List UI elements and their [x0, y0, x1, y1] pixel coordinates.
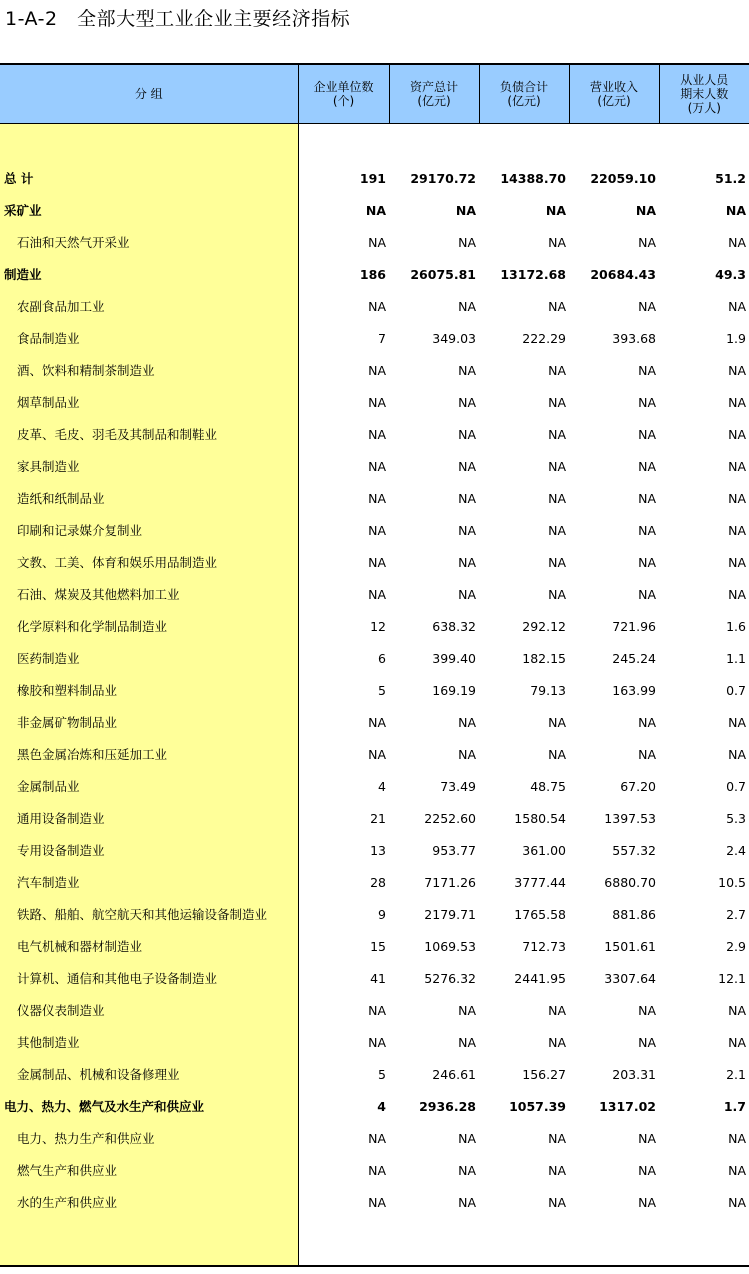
table-row	[0, 898, 749, 930]
spacer-cell	[0, 124, 298, 163]
cell-value: NA	[728, 490, 746, 506]
cell-value: 4	[377, 1098, 386, 1114]
table-row	[0, 962, 749, 994]
cell-value: NA	[728, 1034, 746, 1050]
cell-value: NA	[548, 298, 566, 314]
cell-value: NA	[545, 202, 566, 218]
row-label: 农副食品加工业	[0, 290, 298, 322]
cell-value: 399.40	[432, 650, 476, 666]
cell-value: NA	[548, 394, 566, 410]
cell-value: 222.29	[522, 330, 566, 346]
cell-value: NA	[368, 586, 386, 602]
cell-value: 1057.39	[509, 1098, 566, 1114]
cell-value: 67.20	[620, 778, 656, 794]
cell-value: 5276.32	[424, 970, 476, 986]
row-label: 燃气生产和供应业	[0, 1154, 298, 1186]
cell-value: 1317.02	[599, 1098, 656, 1114]
cell-value: 2.7	[726, 906, 746, 922]
cell-value: 953.77	[432, 842, 476, 858]
table-header-row	[0, 64, 749, 124]
cell-value: 15	[370, 938, 386, 954]
row-label: 文教、工美、体育和娱乐用品制造业	[0, 546, 298, 578]
cell-value: NA	[458, 586, 476, 602]
table-row	[0, 674, 749, 706]
cell-value: 1765.58	[514, 906, 566, 922]
row-label: 烟草制品业	[0, 386, 298, 418]
column-header-line: 资产总计	[409, 80, 458, 94]
table-row	[0, 994, 749, 1026]
row-label: 专用设备制造业	[0, 834, 298, 866]
cell-value: 14388.70	[500, 170, 566, 186]
cell-value: 721.96	[612, 618, 656, 634]
table-row	[0, 354, 749, 386]
row-label: 计算机、通信和其他电子设备制造业	[0, 962, 298, 994]
cell-value: 2.4	[726, 842, 746, 858]
column-header-assets	[389, 64, 479, 124]
cell-value: 26075.81	[410, 266, 476, 282]
cell-value: 7171.26	[424, 874, 476, 890]
spacer-cell	[479, 124, 569, 163]
cell-value: NA	[728, 234, 746, 250]
cell-value: NA	[728, 458, 746, 474]
cell-value: 5.3	[726, 810, 746, 826]
table-row	[0, 322, 749, 354]
row-label: 黑色金属冶炼和压延加工业	[0, 738, 298, 770]
cell-value: 13172.68	[500, 266, 566, 282]
cell-value: 0.7	[726, 682, 746, 698]
cell-value: 2.9	[726, 938, 746, 954]
cell-value: 28	[370, 874, 386, 890]
cell-value: NA	[638, 394, 656, 410]
row-label: 家具制造业	[0, 450, 298, 482]
footer-cell	[0, 1218, 298, 1266]
footer-cell	[389, 1218, 479, 1266]
cell-value: NA	[728, 586, 746, 602]
cell-value: NA	[368, 362, 386, 378]
cell-value: 292.12	[522, 618, 566, 634]
cell-value: NA	[368, 1194, 386, 1210]
cell-value: 156.27	[522, 1066, 566, 1082]
cell-value: 2441.95	[514, 970, 566, 986]
indicators-table	[0, 63, 749, 1267]
cell-value: NA	[455, 202, 476, 218]
cell-value: 4	[378, 778, 386, 794]
table-footer-row	[0, 1218, 749, 1266]
table-row	[0, 1186, 749, 1218]
cell-value: 10.5	[718, 874, 746, 890]
cell-value: 169.19	[432, 682, 476, 698]
table-row	[0, 802, 749, 834]
column-header-enterprises	[298, 64, 389, 124]
cell-value: NA	[548, 586, 566, 602]
cell-value: 186	[359, 266, 386, 282]
cell-value: NA	[365, 202, 386, 218]
cell-value: 1397.53	[604, 810, 656, 826]
table-row	[0, 866, 749, 898]
column-header-unit: (亿元)	[417, 94, 451, 108]
cell-value: NA	[638, 586, 656, 602]
cell-value: NA	[548, 746, 566, 762]
column-header-unit: (亿元)	[597, 94, 631, 108]
cell-value: 191	[359, 170, 386, 186]
table-row	[0, 706, 749, 738]
cell-value: 2936.28	[419, 1098, 476, 1114]
cell-value: NA	[368, 234, 386, 250]
table-row	[0, 290, 749, 322]
cell-value: NA	[548, 490, 566, 506]
cell-value: 557.32	[612, 842, 656, 858]
cell-value: 1.9	[726, 330, 746, 346]
row-label: 皮革、毛皮、羽毛及其制品和制鞋业	[0, 418, 298, 450]
cell-value: NA	[638, 1130, 656, 1146]
cell-value: NA	[638, 1162, 656, 1178]
cell-value: NA	[458, 1162, 476, 1178]
cell-value: 182.15	[522, 650, 566, 666]
row-label: 橡胶和塑料制品业	[0, 674, 298, 706]
cell-value: NA	[458, 1130, 476, 1146]
cell-value: NA	[548, 1194, 566, 1210]
cell-value: 6	[378, 650, 386, 666]
cell-value: 12	[370, 618, 386, 634]
cell-value: NA	[638, 458, 656, 474]
cell-value: NA	[548, 1130, 566, 1146]
cell-value: NA	[638, 426, 656, 442]
table-row	[0, 642, 749, 674]
cell-value: NA	[728, 1162, 746, 1178]
row-label: 食品制造业	[0, 322, 298, 354]
page-title: 1-A-2 全部大型工业企业主要经济指标	[5, 8, 351, 30]
cell-value: 2252.60	[424, 810, 476, 826]
cell-value: NA	[638, 714, 656, 730]
row-label: 金属制品业	[0, 770, 298, 802]
row-label: 仪器仪表制造业	[0, 994, 298, 1026]
cell-value: NA	[638, 234, 656, 250]
column-header-group	[0, 64, 298, 124]
table-row	[0, 162, 749, 194]
row-label: 非金属矿物制品业	[0, 706, 298, 738]
cell-value: NA	[548, 1034, 566, 1050]
column-header-revenue	[569, 64, 659, 124]
table-row	[0, 1026, 749, 1058]
cell-value: NA	[638, 554, 656, 570]
cell-value: NA	[548, 554, 566, 570]
column-header-line: 企业单位数	[313, 80, 374, 94]
cell-value: 349.03	[432, 330, 476, 346]
table-row	[0, 226, 749, 258]
column-header-unit: (个)	[332, 94, 355, 108]
column-header-line: 负债合计	[499, 80, 548, 94]
table-row	[0, 386, 749, 418]
cell-value: 1501.61	[604, 938, 656, 954]
cell-value: 712.73	[522, 938, 566, 954]
table-row	[0, 930, 749, 962]
cell-value: NA	[548, 522, 566, 538]
spacer-cell	[389, 124, 479, 163]
footer-cell	[569, 1218, 659, 1266]
row-label: 金属制品、机械和设备修理业	[0, 1058, 298, 1090]
cell-value: NA	[368, 458, 386, 474]
cell-value: NA	[458, 1034, 476, 1050]
cell-value: NA	[368, 746, 386, 762]
cell-value: NA	[458, 394, 476, 410]
table-row	[0, 610, 749, 642]
cell-value: NA	[368, 426, 386, 442]
cell-value: NA	[638, 298, 656, 314]
cell-value: NA	[728, 394, 746, 410]
row-label: 化学原料和化学制品制造业	[0, 610, 298, 642]
row-label: 石油和天然气开采业	[0, 226, 298, 258]
cell-value: NA	[548, 714, 566, 730]
cell-value: NA	[458, 426, 476, 442]
cell-value: 1.6	[726, 618, 746, 634]
cell-value: 881.86	[612, 906, 656, 922]
table-row	[0, 770, 749, 802]
cell-value: 2179.71	[424, 906, 476, 922]
cell-value: 5	[378, 1066, 386, 1082]
cell-value: NA	[458, 458, 476, 474]
spacer-cell	[659, 124, 749, 163]
cell-value: 20684.43	[590, 266, 656, 282]
cell-value: NA	[548, 234, 566, 250]
cell-value: 21	[370, 810, 386, 826]
cell-value: NA	[368, 1002, 386, 1018]
cell-value: NA	[368, 394, 386, 410]
cell-value: 7	[378, 330, 386, 346]
cell-value: NA	[548, 426, 566, 442]
column-header-liabilities	[479, 64, 569, 124]
row-label: 电力、热力生产和供应业	[0, 1122, 298, 1154]
cell-value: 3777.44	[514, 874, 566, 890]
row-label: 酒、饮料和精制茶制造业	[0, 354, 298, 386]
cell-value: NA	[638, 1034, 656, 1050]
cell-value: 163.99	[612, 682, 656, 698]
cell-value: NA	[368, 554, 386, 570]
footer-cell	[479, 1218, 569, 1266]
cell-value: 29170.72	[410, 170, 476, 186]
cell-value: NA	[728, 714, 746, 730]
cell-value: 79.13	[530, 682, 566, 698]
cell-value: NA	[368, 490, 386, 506]
footer-cell	[298, 1218, 389, 1266]
table-body	[0, 124, 749, 1267]
cell-value: NA	[458, 1002, 476, 1018]
cell-value: NA	[458, 554, 476, 570]
table-row	[0, 1122, 749, 1154]
table-row	[0, 194, 749, 226]
cell-value: 22059.10	[590, 170, 656, 186]
row-label: 制造业	[0, 258, 298, 290]
row-label: 总 计	[0, 162, 298, 194]
cell-value: NA	[638, 1194, 656, 1210]
row-label: 通用设备制造业	[0, 802, 298, 834]
table-row	[0, 258, 749, 290]
footer-cell	[659, 1218, 749, 1266]
cell-value: 51.2	[715, 170, 746, 186]
cell-value: NA	[728, 1002, 746, 1018]
row-label: 印刷和记录媒介复制业	[0, 514, 298, 546]
cell-value: NA	[458, 522, 476, 538]
row-label: 电气机械和器材制造业	[0, 930, 298, 962]
spacer-row	[0, 124, 749, 163]
cell-value: 12.1	[718, 970, 746, 986]
table-row	[0, 834, 749, 866]
cell-value: 2.1	[726, 1066, 746, 1082]
cell-value: 1580.54	[514, 810, 566, 826]
cell-value: NA	[728, 522, 746, 538]
cell-value: NA	[458, 714, 476, 730]
table-row	[0, 1058, 749, 1090]
table-row	[0, 482, 749, 514]
cell-value: NA	[368, 1130, 386, 1146]
cell-value: NA	[728, 1130, 746, 1146]
column-header-line: 营业收入	[589, 80, 638, 94]
cell-value: 6880.70	[604, 874, 656, 890]
cell-value: NA	[638, 1002, 656, 1018]
table-row	[0, 738, 749, 770]
row-label: 其他制造业	[0, 1026, 298, 1058]
cell-value: NA	[638, 362, 656, 378]
cell-value: 638.32	[432, 618, 476, 634]
cell-value: NA	[638, 746, 656, 762]
row-label: 医药制造业	[0, 642, 298, 674]
table-row	[0, 418, 749, 450]
cell-value: NA	[368, 1034, 386, 1050]
row-label: 采矿业	[0, 194, 298, 226]
cell-value: 246.61	[432, 1066, 476, 1082]
table-row	[0, 450, 749, 482]
cell-value: NA	[728, 1194, 746, 1210]
cell-value: 9	[378, 906, 386, 922]
spacer-cell	[298, 124, 389, 163]
cell-value: NA	[368, 298, 386, 314]
cell-value: NA	[458, 1194, 476, 1210]
cell-value: NA	[728, 298, 746, 314]
column-header-group-label: 分 组	[134, 87, 163, 101]
cell-value: 1.1	[726, 650, 746, 666]
cell-value: 48.75	[530, 778, 566, 794]
column-header-unit: (亿元)	[507, 94, 541, 108]
cell-value: 1069.53	[424, 938, 476, 954]
column-header-line: 从业人员	[680, 73, 729, 87]
cell-value: NA	[458, 234, 476, 250]
table-row	[0, 546, 749, 578]
cell-value: 73.49	[440, 778, 476, 794]
cell-value: 203.31	[612, 1066, 656, 1082]
table-row	[0, 1154, 749, 1186]
cell-value: NA	[368, 522, 386, 538]
row-label: 石油、煤炭及其他燃料加工业	[0, 578, 298, 610]
cell-value: NA	[728, 554, 746, 570]
cell-value: NA	[635, 202, 656, 218]
cell-value: NA	[728, 746, 746, 762]
cell-value: NA	[548, 362, 566, 378]
row-label: 汽车制造业	[0, 866, 298, 898]
cell-value: 3307.64	[604, 970, 656, 986]
column-header-line: 期末人数	[680, 87, 729, 101]
cell-value: NA	[638, 522, 656, 538]
cell-value: 393.68	[612, 330, 656, 346]
cell-value: NA	[725, 202, 746, 218]
table-row	[0, 1090, 749, 1122]
row-label: 铁路、船舶、航空航天和其他运输设备制造业	[0, 898, 298, 930]
cell-value: 361.00	[522, 842, 566, 858]
cell-value: 49.3	[715, 266, 746, 282]
table-row	[0, 514, 749, 546]
table-row	[0, 578, 749, 610]
cell-value: NA	[368, 1162, 386, 1178]
cell-value: NA	[548, 458, 566, 474]
spacer-cell	[569, 124, 659, 163]
cell-value: 1.7	[723, 1098, 746, 1114]
column-header-unit: (万人)	[687, 101, 721, 115]
cell-value: NA	[458, 298, 476, 314]
cell-value: NA	[458, 362, 476, 378]
cell-value: 13	[370, 842, 386, 858]
cell-value: 5	[378, 682, 386, 698]
cell-value: NA	[638, 490, 656, 506]
cell-value: 41	[370, 970, 386, 986]
row-label: 造纸和纸制品业	[0, 482, 298, 514]
cell-value: 0.7	[726, 778, 746, 794]
cell-value: NA	[548, 1002, 566, 1018]
cell-value: NA	[368, 714, 386, 730]
column-header-employees	[659, 64, 749, 124]
cell-value: NA	[458, 490, 476, 506]
row-label: 电力、热力、燃气及水生产和供应业	[0, 1090, 298, 1122]
cell-value: NA	[458, 746, 476, 762]
cell-value: NA	[728, 426, 746, 442]
cell-value: NA	[728, 362, 746, 378]
row-label: 水的生产和供应业	[0, 1186, 298, 1218]
cell-value: NA	[548, 1162, 566, 1178]
cell-value: 245.24	[612, 650, 656, 666]
